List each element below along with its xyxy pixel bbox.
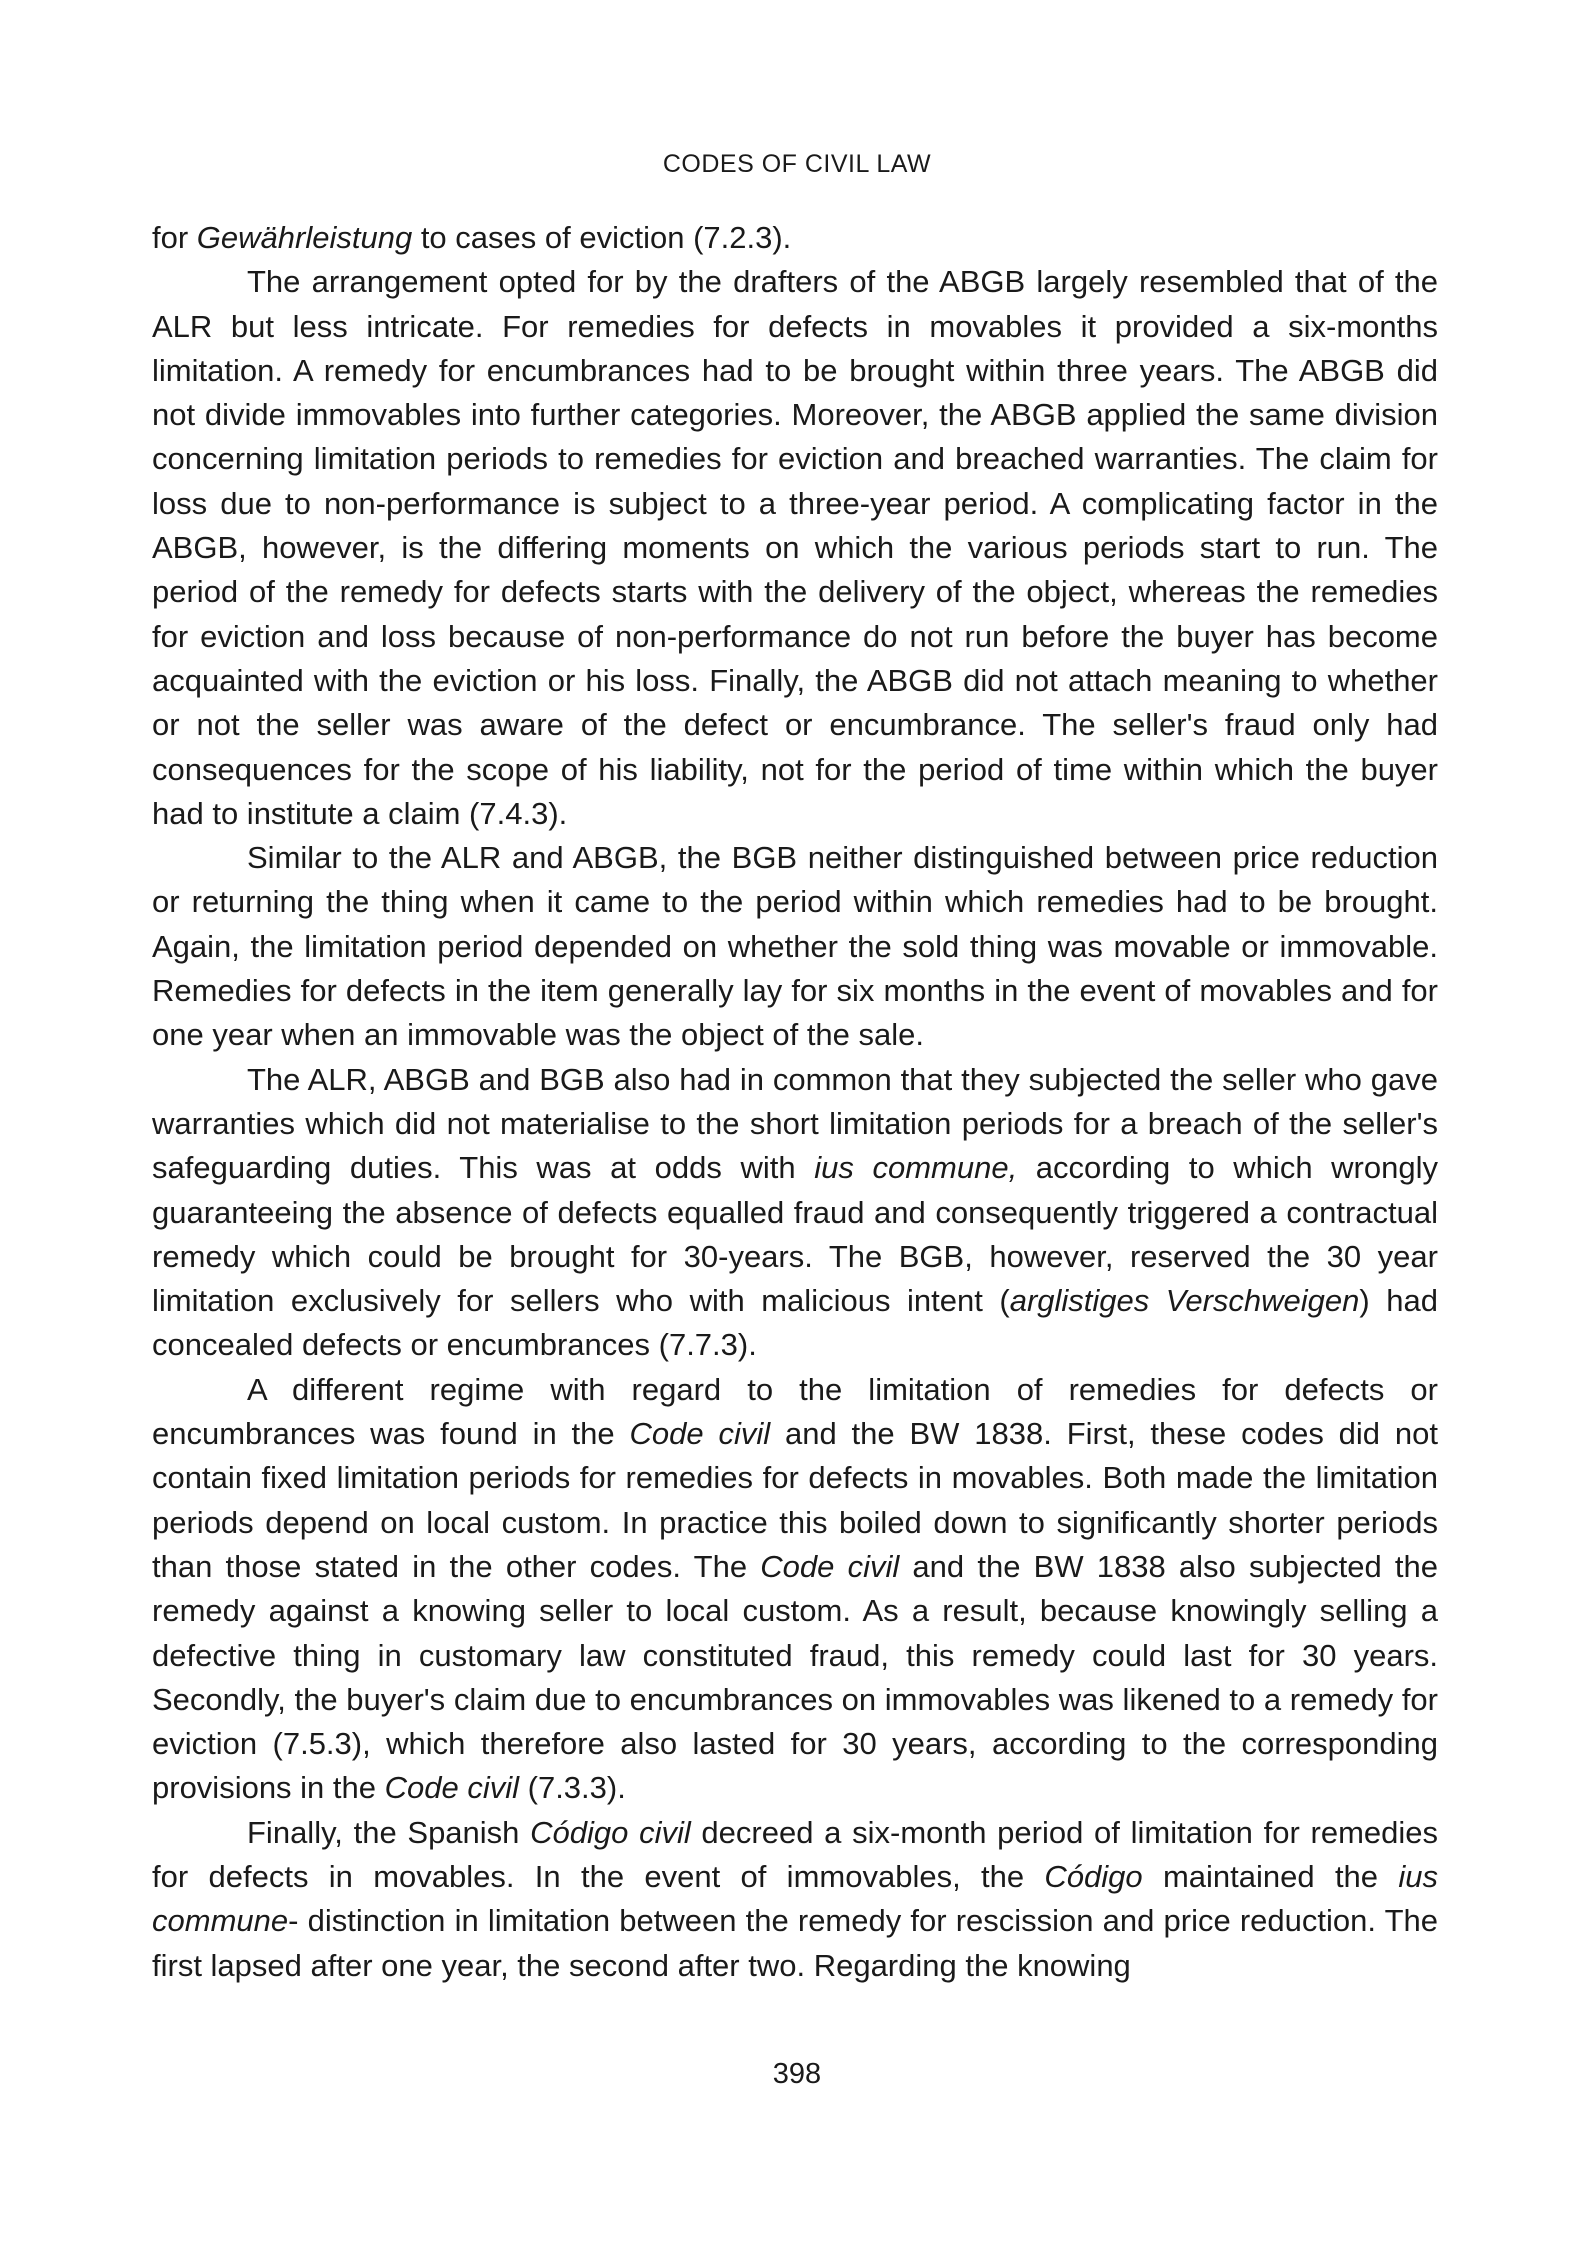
text-run: Similar to the ALR and ABGB, the BGB neither distinguished between price reduction or returning the thing when it came to the period within which remedies had to be brought. Again, the limitation period depended on whether the sold thing was movable or immovable. Remedies for defects in the item generally lay for six months in the event of movables and for one year when an immovable was the object of the sale.	[152, 840, 1438, 1053]
text-run: according to which wrongly guaranteeing the absence of defects equalled fraud and consequently triggered a contractual remedy which could be brought for 30-years. The BGB, however, reserved the 30 year limitation exclusively for sellers who with malicious intent (	[152, 1150, 1438, 1319]
body-text	[152, 216, 1438, 1988]
italic-term: Code civil	[384, 1770, 520, 1806]
text-run: and the BW 1838 also subjected the remedy against a knowing seller to local custom. As a result, because knowingly selling a defective thing in customary law constituted fraud, this remedy could last for 30 years. Secondly, the buyer's claim due to encumbrances on immovables was likened to a remedy for eviction (7.5.3), which therefore also lasted for 30 years, according to the corresponding provisions in the	[152, 1548, 1438, 1806]
paragraph	[152, 1368, 1438, 1811]
italic-term: arglistiges Verschweigen	[1009, 1283, 1360, 1319]
paragraph	[152, 1058, 1438, 1368]
italic-term: Código	[1044, 1858, 1143, 1894]
text-run: The arrangement opted for by the drafters of the ABGB largely resembled that of the ALR but less intricate. For remedies for defects in movables it provided a six-months limitation. A remedy for encumbrances had to be brought within three years. The ABGB did not divide immovables into further categories. Moreover, the ABGB applied the same division concerning limitation periods to remedies for eviction and breached warranties. The claim for loss due to non-performance is subject to a three-year period. A complicating factor in the ABGB, however, is the differing moments on which the various periods start to run. The period of the remedy for defects starts with the delivery of the object, whereas the remedies for eviction and loss because of non-performance do not run before the buyer has become acquainted with the eviction or his loss. Finally, the ABGB did not attach meaning to whether or not the seller was aware of the defect or encumbrance. The seller's fraud only had consequences for the scope of his liability, not for the period of time within which the buyer had to institute a claim (7.4.3).	[152, 264, 1438, 831]
text-run: maintained the	[1142, 1858, 1399, 1894]
italic-term: Code civil	[629, 1416, 771, 1452]
paragraph	[152, 836, 1438, 1057]
italic-term: Código civil	[530, 1814, 691, 1850]
text-run: (7.3.3).	[519, 1770, 626, 1806]
paragraph	[152, 260, 1438, 836]
text-run: and the BW 1838. First, these codes did not contain fixed limitation periods for remedies for defects in movables. Both made the limitation periods depend on local custom. In practice this boiled down to significantly shorter periods than those stated in the other codes. The	[152, 1416, 1438, 1584]
running-header: CODES OF CIVIL LAW	[662, 150, 932, 178]
italic-term: Code civil	[760, 1548, 900, 1584]
text-run: to cases of eviction (7.2.3).	[412, 220, 792, 255]
text-run: ) had concealed defects or encumbrances (7.7.3).	[152, 1283, 1438, 1363]
text-run: A different regime with regard to the limitation of remedies for defects or encumbrances was found in the	[152, 1371, 1438, 1452]
text-run: decreed a six-month period of limitation for remedies for defects in movables. In the event of immovables, the	[152, 1814, 1439, 1894]
italic-term: ius commune	[152, 1858, 1438, 1939]
text-run: for	[152, 220, 197, 255]
text-run: Finally, the Spanish	[247, 1814, 531, 1850]
italic-term: Gewährleistung	[196, 220, 413, 255]
page-number: 398	[772, 2058, 822, 2090]
paragraph	[152, 1811, 1438, 1988]
paragraph	[152, 216, 1438, 260]
text-run: The ALR, ABGB and BGB also had in common that they subjected the seller who gave warranties which did not materialise to the short limitation periods for a breach of the seller's safeguarding duties. This was at odds with	[152, 1061, 1438, 1186]
italic-term: ius commune,	[814, 1150, 1018, 1186]
text-run: - distinction in limitation between the remedy for rescission and price reduction. The first lapsed after one year, the second after two. Regarding the knowing	[152, 1903, 1438, 1983]
